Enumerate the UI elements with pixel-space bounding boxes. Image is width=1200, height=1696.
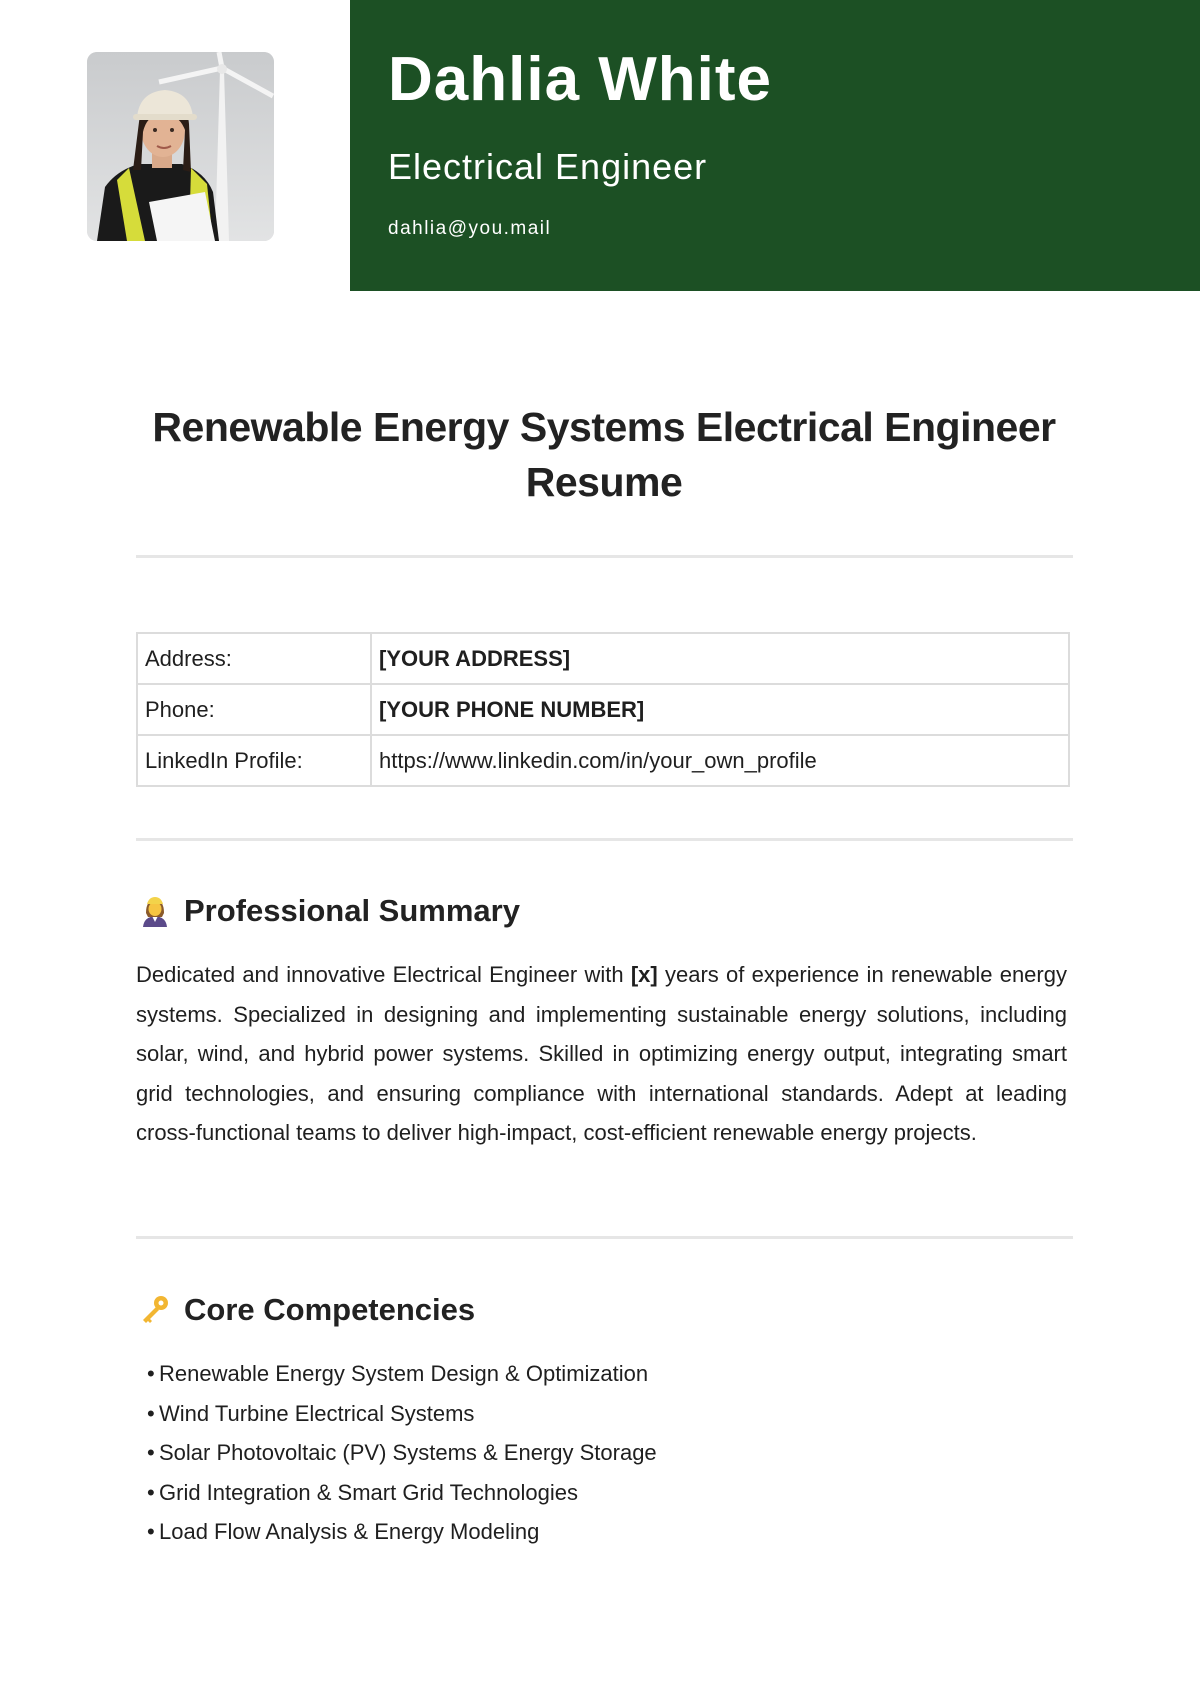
- competencies-heading-text: Core Competencies: [184, 1292, 476, 1327]
- table-row: [137, 735, 1069, 786]
- table-row: [137, 633, 1069, 684]
- summary-paragraph: [136, 955, 1067, 1153]
- contact-label: Address:: [137, 633, 371, 684]
- contact-value: [YOUR ADDRESS]: [371, 633, 1069, 684]
- divider: [136, 838, 1073, 841]
- years-placeholder: [x]: [630, 962, 658, 987]
- key-icon: [140, 1294, 170, 1326]
- summary-text-before: Dedicated and innovative Electrical Engineer with: [136, 962, 631, 987]
- competencies-heading: [140, 1292, 475, 1328]
- header-banner: [350, 0, 1200, 291]
- divider: [136, 1236, 1073, 1239]
- summary-heading-text: Professional Summary: [184, 893, 520, 928]
- summary-text-after: years of experience in renewable energy systems. Specialized in designing and implementing sustainable energy solutions, including solar, wind, and hybrid power systems. Skilled in optimizing energy output, integrating smart grid technologies, and ensuring compliance with international standards. Adept at leading cross-functional teams to deliver high-impact, cost-efficient renewable energy projects.: [136, 962, 1067, 1145]
- list-item: • Wind Turbine Electrical Systems: [147, 1400, 475, 1426]
- candidate-role: Electrical Engineer: [388, 146, 708, 187]
- list-item-text: Wind Turbine Electrical Systems: [159, 1400, 475, 1426]
- candidate-name: Dahlia White: [388, 45, 773, 114]
- list-item: • Solar Photovoltaic (PV) Systems & Energy Storage: [147, 1440, 657, 1465]
- list-item: • Load Flow Analysis & Energy Modeling: [147, 1519, 540, 1544]
- list-item-text: Load Flow Analysis & Energy Modeling: [159, 1519, 540, 1544]
- contact-value: [YOUR PHONE NUMBER]: [371, 684, 1069, 735]
- woman-worker-icon: [140, 895, 170, 927]
- contact-label: LinkedIn Profile:: [137, 735, 371, 786]
- linkedin-link[interactable]: https://www.linkedin.com/in/your_own_profile: [371, 735, 1069, 786]
- list-item-text: Grid Integration & Smart Grid Technologies: [159, 1479, 579, 1505]
- divider: [136, 555, 1073, 558]
- list-item-text: Renewable Energy System Design & Optimization: [159, 1361, 649, 1386]
- contact-label: Phone:: [137, 684, 371, 735]
- document-title: Renewable Energy Systems Electrical Engineer Resume: [152, 404, 1056, 505]
- table-row: [137, 684, 1069, 735]
- contact-table: [136, 632, 1070, 787]
- list-item: • Renewable Energy System Design & Optimization: [147, 1361, 649, 1386]
- competencies-list: [147, 1354, 657, 1552]
- candidate-email[interactable]: dahlia@you.mail: [388, 218, 552, 239]
- list-item-text: Solar Photovoltaic (PV) Systems & Energy Storage: [159, 1440, 657, 1465]
- list-item: • Grid Integration & Smart Grid Technologies: [147, 1479, 579, 1505]
- engineer-portrait-icon: [87, 52, 274, 241]
- profile-photo: [87, 52, 274, 241]
- summary-heading: [140, 893, 520, 929]
